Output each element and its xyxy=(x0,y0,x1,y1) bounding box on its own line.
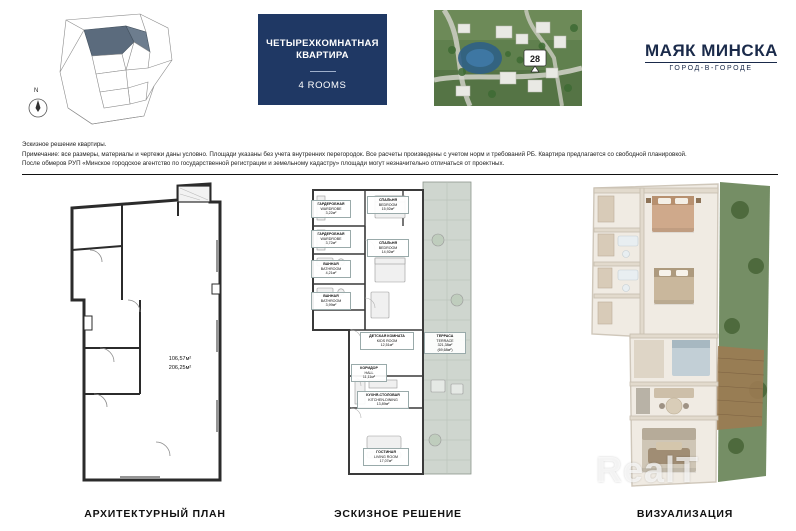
room-area: 17,07м² xyxy=(379,459,393,464)
room-name-en: BEDROOM xyxy=(378,245,398,250)
room-name-ru: ГАРДЕРОБНАЯ xyxy=(317,202,345,206)
room-name-ru: ВАННАЯ xyxy=(323,294,339,298)
room-name-en: BATHROOM xyxy=(320,266,342,271)
arch-area-secondary: 206,25м² xyxy=(168,365,192,371)
room-name-en: HALL xyxy=(364,370,374,375)
brand-logo xyxy=(645,42,777,72)
title-block xyxy=(258,14,387,105)
building-number: 28 xyxy=(529,54,541,64)
room-name-en: BATHROOM xyxy=(320,298,342,303)
title-divider xyxy=(310,71,336,72)
room-label xyxy=(424,332,466,354)
room-name-ru: КУХНЯ-СТОЛОВАЯ xyxy=(366,393,400,397)
room-area: 12,51м² xyxy=(380,343,394,348)
room-area: 3,72м² xyxy=(325,241,337,246)
room-label xyxy=(357,391,409,409)
room-name-ru: СПАЛЬНЯ xyxy=(378,198,398,202)
header-divider xyxy=(22,174,778,175)
room-label xyxy=(311,292,351,310)
logo-sub-text: ГОРОД-В-ГОРОДЕ xyxy=(669,65,753,72)
room-area: 14,92м² xyxy=(381,250,395,255)
room-area: 15,92м² xyxy=(381,207,395,212)
note-line-2: Примечание: все размеры, материалы и чертежи даны условно. Площади указаны без учета внутренних перегородок. Все расчеты произведены с учетом норм и требований РБ. Квартира предлагается со свободной планировкой. xyxy=(22,150,687,158)
room-name-en: TERRACE xyxy=(436,338,454,343)
aerial-render-thumbnail xyxy=(434,10,582,106)
room-name-en: WARDROBE xyxy=(320,206,342,211)
room-label xyxy=(363,448,409,466)
room-name-ru: ВАННАЯ xyxy=(323,262,339,266)
room-name-ru: ГОСТИНАЯ xyxy=(376,450,396,454)
visualization-render xyxy=(580,176,780,496)
page-header xyxy=(0,0,796,140)
logo-main-text: МАЯК МИНСКА xyxy=(645,41,778,60)
caption-visualization: ВИЗУАЛИЗАЦИЯ xyxy=(636,508,734,520)
title-line-1: ЧЕТЫРЕХКОМНАТНАЯ xyxy=(266,38,379,49)
room-name-en: KITCHEN-DINING xyxy=(368,397,398,402)
caption-architectural-plan: АРХИТЕКТУРНЫЙ ПЛАН xyxy=(84,508,226,520)
watermark-text-a: Real xyxy=(596,449,677,490)
room-name-en: LIVING ROOM xyxy=(374,454,398,459)
room-label xyxy=(360,332,414,350)
logo-divider xyxy=(645,62,777,63)
room-area: 3,99м² xyxy=(325,303,337,308)
room-name-en: WARDROBE xyxy=(320,236,342,241)
room-area: 13,89м² xyxy=(376,402,390,407)
architectural-plan xyxy=(60,180,250,495)
room-name-ru: ГАРДЕРОБНАЯ xyxy=(317,232,345,236)
sketch-solution-plan xyxy=(305,180,480,495)
room-area: 11,11м² xyxy=(362,375,376,380)
site-plan-thumbnail xyxy=(22,8,197,130)
room-area-secondary: (69,68м²) xyxy=(437,347,453,352)
notes-block xyxy=(22,140,778,169)
arch-area-primary: 106,57м² xyxy=(168,356,192,362)
room-name-ru: ТЕРРАСА xyxy=(436,334,454,338)
room-name-ru: СПАЛЬНЯ xyxy=(378,241,398,245)
room-label xyxy=(367,196,409,214)
room-name-ru: КОРИДОР xyxy=(360,366,378,370)
room-name-en: BEDROOM xyxy=(378,202,398,207)
compass-label: N xyxy=(34,88,39,94)
room-name-ru: ДЕТСКАЯ КОМНАТА xyxy=(369,334,405,338)
room-label xyxy=(367,239,409,257)
note-line-1: Эскизное решение квартиры. xyxy=(22,141,107,148)
title-line-2: КВАРТИРА xyxy=(296,50,349,61)
room-label xyxy=(351,364,387,382)
caption-sketch-solution: ЭСКИЗНОЕ РЕШЕНИЕ xyxy=(334,508,462,520)
room-name-en: KIDS ROOM xyxy=(376,338,398,343)
room-label xyxy=(311,230,351,248)
room-area: 321,38м² xyxy=(437,343,453,348)
title-english: 4 ROOMS xyxy=(298,80,347,91)
watermark-text-b: T xyxy=(676,449,700,490)
room-label xyxy=(311,260,351,278)
note-line-3: После обмеров РУП «Минское городское агентство по государственной регистрации и земельному кадастру» площади могут незначительно отличаться от проектных. xyxy=(22,160,505,167)
room-label xyxy=(311,200,351,218)
room-area: 3,22м² xyxy=(325,211,337,216)
room-area: 4,21м² xyxy=(325,271,337,276)
